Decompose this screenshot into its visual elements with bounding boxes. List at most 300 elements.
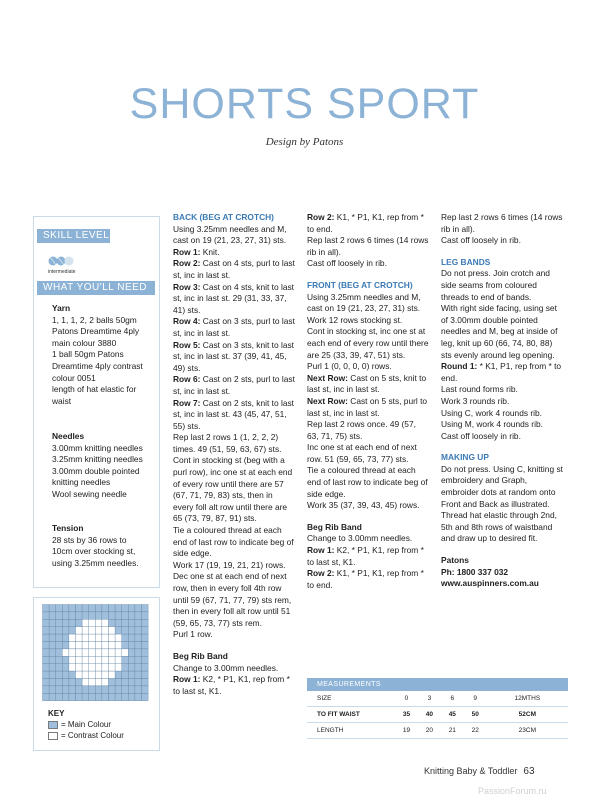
graph-cell-main <box>142 642 149 649</box>
row-label: Row 5: <box>173 339 201 350</box>
measurement-value: 9 <box>464 691 487 707</box>
graph-cell-main <box>128 627 135 634</box>
graph-cell-contrast <box>115 642 122 649</box>
page-title: SHORTS SPORT <box>129 80 480 128</box>
tension-line: 10cm over stocking st, <box>52 546 136 557</box>
measurements-heading: MEASUREMENTS <box>307 678 568 691</box>
graph-cell-main <box>128 693 135 700</box>
row-text: K2, * P1, K1, rep from * to last st, K1. <box>173 674 290 696</box>
measurement-value: 22 <box>464 723 487 739</box>
graph-cell-main <box>69 605 76 612</box>
graph-cell-main <box>82 605 89 612</box>
graph-cell-main <box>142 679 149 686</box>
graph-cell-main <box>128 634 135 641</box>
graph-cell-contrast <box>109 634 116 641</box>
graph-cell-main <box>49 679 56 686</box>
row-text: K1, * P1, K1, rep from * to end. <box>307 568 424 590</box>
instruction: Using 3.25mm needles and M, cast on 19 (21, 23, 27, 31) sts. <box>307 291 421 314</box>
measurement-value: 0 <box>395 691 418 707</box>
instruction: Do not press. Join crotch and side seams from coloured threads to end of bands. <box>441 268 550 302</box>
key-main-row <box>48 719 124 730</box>
graph-cell-main <box>115 671 122 678</box>
yarn-line: main colour 3880 <box>52 337 117 348</box>
instruction: Change to 3.00mm needles. <box>173 662 279 673</box>
graph-cell-main <box>102 693 109 700</box>
graph-cell-contrast <box>82 642 89 649</box>
graph-cell-main <box>49 634 56 641</box>
graph-cell-main <box>82 686 89 693</box>
row-text: K1, * P1, K1, rep from * to end. <box>307 212 424 234</box>
graph-cell-main <box>43 656 50 663</box>
graph-cell-main <box>122 679 129 686</box>
graph-cell-main <box>43 634 50 641</box>
graph-cell-main <box>95 612 102 619</box>
graph-cell-contrast <box>102 649 109 656</box>
graph-cell-contrast <box>82 634 89 641</box>
publication-name: Knitting Baby & Toddler <box>424 766 518 776</box>
graph-cell-main <box>115 679 122 686</box>
graph-cell-contrast <box>115 656 122 663</box>
watermark: PassionForum.ru <box>478 786 547 796</box>
graph-cell-main <box>56 656 63 663</box>
graph-cell-main <box>69 686 76 693</box>
graph-cell-main <box>76 619 83 626</box>
graph-key <box>48 708 124 741</box>
graph-cell-main <box>82 612 89 619</box>
graph-cell-main <box>76 686 83 693</box>
instruction-row <box>173 282 295 317</box>
graph-cell-main <box>142 693 149 700</box>
graph-cell-main <box>62 679 69 686</box>
graph-cell-main <box>95 605 102 612</box>
graph-cell-contrast <box>109 642 116 649</box>
front-heading: FRONT (BEG AT CROTCH) <box>307 279 413 290</box>
instruction: Inc one st at each end of next row. 51 (59, 65, 73, 77) sts. <box>307 442 417 464</box>
graph-cell-main <box>128 686 135 693</box>
graph-cell-main <box>122 664 129 671</box>
graph-cell-main <box>122 605 129 612</box>
graph-cell-main <box>102 686 109 693</box>
graph-cell-contrast <box>102 619 109 626</box>
needles-heading: Needles <box>52 431 85 441</box>
instruction: Cont in stocking st (beg with a purl row), inc one st at each end of every row until there are 57 (67, 71, 79, 83) sts, then in every foll alt row until there are 65 (73, 79, 87, 91) sts. <box>173 455 293 524</box>
graph-cell-contrast <box>102 664 109 671</box>
instruction-row <box>441 361 563 384</box>
graph-cell-contrast <box>95 656 102 663</box>
graph-cell-contrast <box>82 649 89 656</box>
graph-cell-contrast <box>89 627 96 634</box>
graph-cell-contrast <box>95 627 102 634</box>
graph-cell-contrast <box>62 649 69 656</box>
graph-cell-main <box>109 619 116 626</box>
main-colour-swatch <box>48 721 58 729</box>
graph-cell-main <box>128 656 135 663</box>
graph-cell-contrast <box>69 642 76 649</box>
instruction: Cast off loosely in rib. <box>441 430 521 441</box>
column-back <box>173 212 295 697</box>
graph-cell-contrast <box>95 642 102 649</box>
graph-cell-contrast <box>82 627 89 634</box>
rib-band-heading: Beg Rib Band <box>307 521 362 532</box>
graph-cell-contrast <box>89 619 96 626</box>
graph-cell-main <box>49 664 56 671</box>
graph-cell-main <box>56 686 63 693</box>
row-label: Round 1: <box>441 361 478 372</box>
row-label: Row 2: <box>307 212 335 222</box>
graph-cell-main <box>142 627 149 634</box>
row-text: * K1, P1, rep from * to end. <box>441 361 562 383</box>
graph-cell-main <box>128 679 135 686</box>
graph-cell-main <box>62 671 69 678</box>
key-contrast-label: = Contrast Colour <box>61 731 124 740</box>
graph-cell-contrast <box>89 671 96 678</box>
measurement-row <box>307 723 568 739</box>
row-label: Row 2: <box>173 258 201 269</box>
instruction: Tie a coloured thread at each end of last row to indicate beg of side edge. <box>173 525 294 559</box>
instruction: Purl 1 row. <box>173 629 213 640</box>
measurement-value: 3 <box>418 691 441 707</box>
graph-cell-contrast <box>89 642 96 649</box>
graph-cell-main <box>49 642 56 649</box>
row-label: Row 7: <box>173 397 201 408</box>
row-text: Cast on 3 sts, knit to last st, inc in last st. 37 (39, 41, 45, 49) sts. <box>173 339 295 373</box>
instruction: Using M, work 4 rounds rib. <box>441 419 543 430</box>
graph-cell-main <box>76 679 83 686</box>
measurement-value: 50 <box>464 707 487 723</box>
yarn-line: waist <box>52 395 72 406</box>
graph-cell-main <box>135 605 142 612</box>
phone-number: Ph: 1800 337 032 <box>441 566 509 577</box>
instruction-row <box>307 212 429 235</box>
graph-cell-main <box>109 612 116 619</box>
key-main-label: = Main Colour <box>61 720 112 729</box>
graph-cell-contrast <box>82 656 89 663</box>
graph-cell-contrast <box>95 634 102 641</box>
back-heading: BACK (BEG AT CROTCH) <box>173 212 274 222</box>
graph-cell-contrast <box>89 634 96 641</box>
measurement-value: 35 <box>395 707 418 723</box>
graph-cell-contrast <box>95 619 102 626</box>
graph-cell-contrast <box>102 656 109 663</box>
graph-cell-main <box>102 605 109 612</box>
row-label: Row 1: <box>307 545 335 556</box>
graph-cell-main <box>49 693 56 700</box>
row-label: Row 1: <box>173 246 201 257</box>
graph-cell-main <box>56 627 63 634</box>
graph-cell-main <box>135 686 142 693</box>
graph-cell-main <box>122 642 129 649</box>
column-front <box>307 212 429 591</box>
graph-cell-main <box>56 664 63 671</box>
graph-cell-main <box>49 612 56 619</box>
graph-cell-contrast <box>109 664 116 671</box>
graph-cell-contrast <box>76 627 83 634</box>
column-finishing <box>441 212 563 590</box>
graph-cell-main <box>122 693 129 700</box>
graph-cell-main <box>122 656 129 663</box>
graph-cell-main <box>128 664 135 671</box>
dot-graph <box>42 604 152 704</box>
instruction: Rep last 2 rows 1 (1, 2, 2, 2) times. 49 (51, 59, 63, 67) sts. <box>173 432 282 454</box>
graph-cell-main <box>69 612 76 619</box>
row-label: Row 6: <box>173 374 201 385</box>
needles-line: Wool sewing needle <box>52 488 127 499</box>
graph-cell-contrast <box>102 679 109 686</box>
graph-cell-main <box>56 671 63 678</box>
graph-cell-main <box>62 686 69 693</box>
graph-cell-main <box>128 649 135 656</box>
graph-cell-main <box>95 693 102 700</box>
graph-cell-main <box>135 679 142 686</box>
graph-cell-contrast <box>76 671 83 678</box>
yarn-line: Patons Dreamtime 4ply <box>52 326 140 337</box>
graph-cell-main <box>49 686 56 693</box>
graph-cell-main <box>128 605 135 612</box>
graph-cell-contrast <box>109 649 116 656</box>
row-text: Cast on 5 sts, knit to last st, inc in last st. <box>307 372 427 395</box>
graph-cell-main <box>76 693 83 700</box>
yarn-section <box>52 303 160 407</box>
graph-cell-main <box>95 686 102 693</box>
instruction: Tie a coloured thread at each end of last row to indicate beg of side edge. <box>307 465 428 499</box>
graph-cell-main <box>109 605 116 612</box>
graph-cell-main <box>76 605 83 612</box>
measurement-label: SIZE <box>307 691 395 707</box>
instruction-row <box>173 316 295 339</box>
instruction: Change to 3.00mm needles. <box>307 533 413 544</box>
graph-cell-main <box>115 686 122 693</box>
needles-line: 3.00mm double pointed <box>52 465 140 476</box>
yarn-line: 1 ball 50gm Patons <box>52 349 124 360</box>
graph-cell-contrast <box>109 627 116 634</box>
row-text: Cast on 2 sts, purl to last st, inc in last st. <box>173 374 295 396</box>
graph-cell-main <box>43 671 50 678</box>
graph-cell-main <box>115 612 122 619</box>
row-text: Cast on 4 sts, purl to last st, inc in last st. <box>173 258 295 280</box>
graph-cell-main <box>62 627 69 634</box>
graph-cell-contrast <box>115 664 122 671</box>
graph-cell-contrast <box>95 664 102 671</box>
dot-graph-box <box>33 597 160 751</box>
graph-cell-main <box>122 671 129 678</box>
graph-cell-main <box>142 686 149 693</box>
row-label: Row 4: <box>173 316 201 327</box>
graph-cell-main <box>76 612 83 619</box>
row-text: Cast on 2 sts, knit to last st, inc in last st. 43 (45, 47, 51, 55) sts. <box>173 397 295 431</box>
graph-cell-contrast <box>76 634 83 641</box>
graph-cell-main <box>62 642 69 649</box>
graph-cell-main <box>109 693 116 700</box>
graph-cell-main <box>135 612 142 619</box>
graph-cell-main <box>135 649 142 656</box>
graph-cell-main <box>43 649 50 656</box>
graph-cell-contrast <box>115 634 122 641</box>
instruction-row <box>173 258 295 281</box>
graph-cell-main <box>115 627 122 634</box>
graph-cell-main <box>43 612 50 619</box>
graph-cell-contrast <box>115 649 122 656</box>
graph-cell-main <box>115 605 122 612</box>
measurement-value: 40 <box>418 707 441 723</box>
graph-cell-main <box>122 634 129 641</box>
graph-cell-main <box>69 693 76 700</box>
row-text: Cast on 3 sts, purl to last st, inc in last st. <box>173 316 295 338</box>
instruction-row <box>307 396 429 419</box>
graph-cell-main <box>128 612 135 619</box>
designer-byline: Design by Patons <box>265 136 344 148</box>
leg-bands-heading: LEG BANDS <box>441 256 491 267</box>
graph-cell-main <box>69 627 76 634</box>
measurement-value: 52CM <box>487 707 568 723</box>
graph-cell-main <box>43 679 50 686</box>
graph-cell-main <box>43 686 50 693</box>
graph-cell-main <box>142 671 149 678</box>
graph-cell-main <box>43 627 50 634</box>
row-label: Row 1: <box>173 674 201 685</box>
graph-cell-main <box>135 642 142 649</box>
measurement-row <box>307 691 568 707</box>
graph-cell-main <box>122 612 129 619</box>
graph-cell-main <box>62 656 69 663</box>
graph-cell-contrast <box>102 642 109 649</box>
row-text: Cast on 4 sts, knit to last st, inc in last st. 29 (31, 33, 37, 41) sts. <box>173 281 295 315</box>
graph-cell-contrast <box>102 627 109 634</box>
graph-cell-main <box>135 671 142 678</box>
graph-cell-main <box>69 679 76 686</box>
graph-cell-main <box>62 619 69 626</box>
graph-cell-contrast <box>69 656 76 663</box>
making-up-heading: MAKING UP <box>441 452 489 463</box>
instruction: Work 3 rounds rib. <box>441 395 510 406</box>
graph-cell-contrast <box>69 634 76 641</box>
graph-cell-main <box>142 612 149 619</box>
instruction: Last round forms rib. <box>441 384 518 395</box>
needles-line: 3.25mm knitting needles <box>52 454 143 465</box>
measurement-label: LENGTH <box>307 723 395 739</box>
measurement-value: 23CM <box>487 723 568 739</box>
skill-level-heading: SKILL LEVEL <box>37 229 110 243</box>
instruction: Work 35 (37, 39, 43, 45) rows. <box>307 500 420 511</box>
graph-cell-main <box>49 619 56 626</box>
instruction: Work 17 (19, 19, 21, 21) rows. <box>173 559 286 570</box>
graph-cell-main <box>62 605 69 612</box>
yarn-line: Dreamtime 4ply contrast <box>52 360 143 371</box>
graph-cell-main <box>43 664 50 671</box>
page-number: 63 <box>523 766 535 777</box>
graph-cell-main <box>69 619 76 626</box>
measurement-value: 12MTHS <box>487 691 568 707</box>
graph-cell-contrast <box>95 649 102 656</box>
graph-cell-main <box>142 605 149 612</box>
tension-line: 28 sts by 36 rows to <box>52 534 127 545</box>
instruction: Using C, work 4 rounds rib. <box>441 407 543 418</box>
graph-cell-main <box>43 693 50 700</box>
graph-cell-main <box>135 627 142 634</box>
measurement-value: 20 <box>418 723 441 739</box>
graph-cell-main <box>142 664 149 671</box>
graph-cell-main <box>49 671 56 678</box>
graph-cell-main <box>82 693 89 700</box>
needles-line: 3.00mm knitting needles <box>52 442 143 453</box>
graph-cell-main <box>135 656 142 663</box>
website-link[interactable]: www.auspinners.com.au <box>441 578 539 589</box>
row-text: K2, * P1, K1, rep from * to last st, K1. <box>307 545 424 567</box>
graph-cell-main <box>142 656 149 663</box>
row-label: Next Row: <box>307 372 348 383</box>
graph-cell-contrast <box>109 656 116 663</box>
instruction-row <box>307 373 429 396</box>
contrast-colour-swatch <box>48 732 58 740</box>
graph-cell-main <box>56 634 63 641</box>
graph-cell-contrast <box>89 649 96 656</box>
graph-cell-main <box>49 649 56 656</box>
graph-cell-contrast <box>102 634 109 641</box>
row-text: Cast on 5 sts, purl to last st, inc in last st. <box>307 395 428 418</box>
measurement-label: TO FIT WAIST <box>307 707 395 723</box>
graph-cell-main <box>135 619 142 626</box>
instruction: Do not press. Using C, knitting st embroidery and Graph, embroider dots at random onto Front and Back as illustrated. Thread hat elastic through 2nd, 5th and 8th rows of waistband and draw up to desired fit. <box>441 463 563 544</box>
row-text: Knit. <box>200 246 220 257</box>
instruction: Using 3.25mm needles and M, cast on 19 (21, 23, 27, 31) sts. <box>173 223 287 246</box>
graph-cell-main <box>109 679 116 686</box>
graph-cell-main <box>56 649 63 656</box>
graph-cell-main <box>89 612 96 619</box>
graph-cell-main <box>49 605 56 612</box>
materials-sidebar <box>33 216 160 588</box>
graph-cell-main <box>135 664 142 671</box>
graph-cell-main <box>135 634 142 641</box>
instruction: Rep last 2 rows 6 times (14 rows rib in all). <box>307 235 429 257</box>
instruction-row <box>173 247 295 259</box>
graph-cell-main <box>49 627 56 634</box>
graph-cell-contrast <box>82 671 89 678</box>
instruction-row <box>173 374 295 397</box>
measurement-value: 45 <box>441 707 464 723</box>
rib-band-heading: Beg Rib Band <box>173 650 228 661</box>
instruction: Cast off loosely in rib. <box>307 258 387 269</box>
instruction: With right side facing, using set of 3.00mm double pointed needles and M, beg at inside of leg, knit up 60 (66, 74, 80, 88) sts evenly around leg opening. <box>441 303 558 360</box>
instruction-row <box>173 398 295 433</box>
graph-cell-contrast <box>69 649 76 656</box>
graph-cell-main <box>142 649 149 656</box>
graph-cell-main <box>56 612 63 619</box>
graph-cell-main <box>56 619 63 626</box>
instruction: Dec one st at each end of next row, then in every foll 4th row until 59 (67, 71, 77, 79) sts rem, then in every foll alt row until 51 (59, 65, 73, 77) sts rem. <box>173 571 292 628</box>
graph-cell-contrast <box>76 664 83 671</box>
graph-cell-contrast <box>82 679 89 686</box>
instruction-row <box>307 545 429 568</box>
graph-cell-contrast <box>89 664 96 671</box>
row-label: Next Row: <box>307 395 348 406</box>
skill-level-label: intermediate <box>48 269 76 275</box>
page-footer <box>424 766 535 777</box>
graph-cell-contrast <box>76 649 83 656</box>
graph-cell-main <box>115 693 122 700</box>
graph-cell-main <box>122 619 129 626</box>
tension-heading: Tension <box>52 523 84 533</box>
graph-cell-main <box>89 605 96 612</box>
graph-cell-main <box>135 693 142 700</box>
graph-cell-main <box>56 605 63 612</box>
measurement-value: 6 <box>441 691 464 707</box>
needles-line: knitting needles <box>52 477 111 488</box>
graph-cell-main <box>89 693 96 700</box>
instruction: Purl 1 (0, 0, 0, 0) rows. <box>307 361 392 372</box>
graph-cell-main <box>115 619 122 626</box>
graph-cell-main <box>89 686 96 693</box>
graph-cell-main <box>69 671 76 678</box>
graph-cell-contrast <box>76 656 83 663</box>
